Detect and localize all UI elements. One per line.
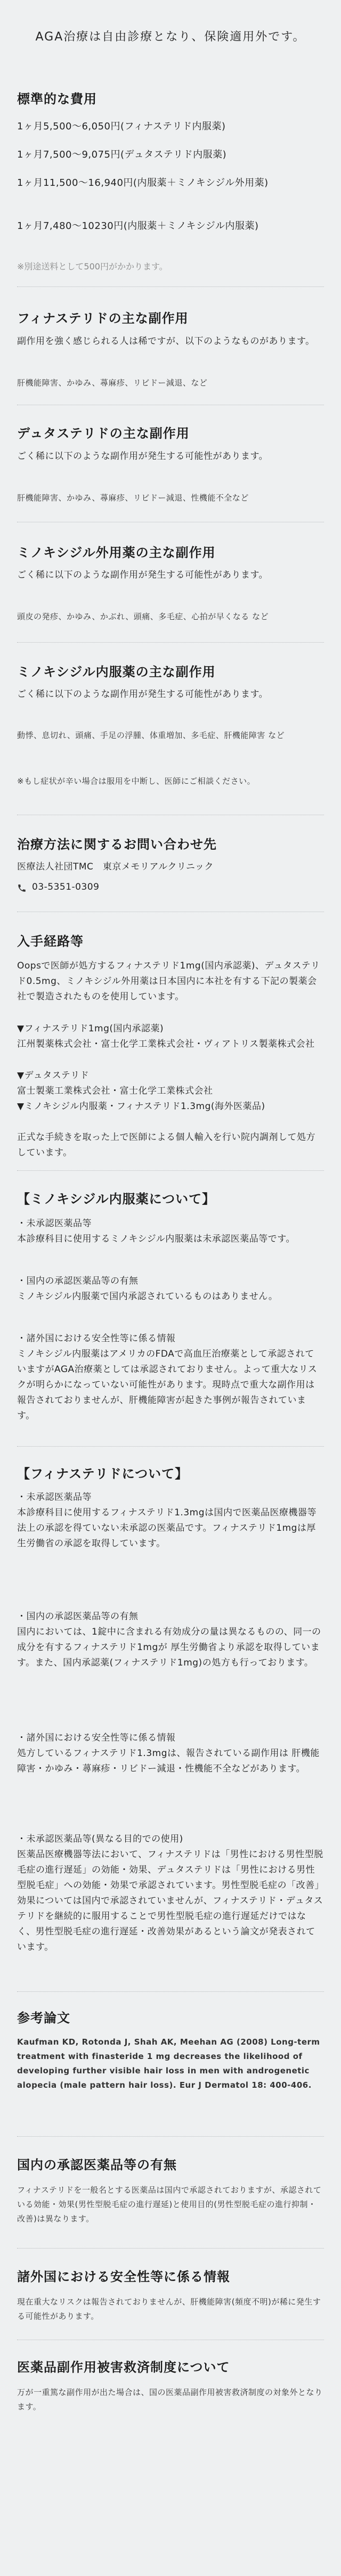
intro-text: AGA治療は自由診療となり、保険適用外です。 [35, 30, 306, 44]
finasteride-side-effects-body: 副作用を強く感じられる人は稀ですが、以下のようなものがあります。 [17, 336, 315, 347]
finasteride-makers: 江州製薬株式会社・富士化学工業株式会社・ヴィアトリス製薬株式会社 [17, 1039, 315, 1049]
off-label-heading: ・未承認医薬品等(異なる目的での使用) [17, 1834, 183, 1844]
minoxidil-oral-source-heading: ▼ミノキシジル内服薬・フィナステリド1.3mg(海外医薬品) [17, 1101, 265, 1112]
divider [17, 2136, 324, 2137]
minoxidil-topical-side-effects-list: 頭皮の発疹、かゆみ、かぶれ、頭痛、多毛症、心拍が早くなる など [17, 612, 269, 621]
minoxidil-oral-source-body: 正式な手続きを取った上で医師による個人輸入を行い院内調剤して処方しています。 [17, 1132, 315, 1158]
foreign-safety-heading: 諸外国における安全性等に係る情報 [17, 2269, 230, 2284]
finasteride-section-heading: 【フィナステリドについて】 [17, 1466, 189, 1481]
divider [17, 1446, 324, 1447]
relief-system-heading: 医薬品副作用被害救済制度について [17, 2360, 230, 2375]
off-label-body: 医薬品医療機器等法において、フィナステリドは「男性における男性型脱毛症の進行遅延」の効能・効果、デュタステリドは「男性における男性型脱毛症」への効能・効果で承認されています。男性型脱毛症の「改善」効果については国内で承認されていませんが、フィナステリド・デュタステリドを継続的に服用することで男性型脱毛症の進行遅延だけではなく、男性型脱毛症の進行遅延・改善効果があるという論文が発表されています。 [17, 1849, 323, 1952]
fee-line: 1ヶ月5,500〜6,050円(フィナステリド内服薬) [17, 121, 226, 132]
contact-heading: 治療方法に関するお問い合わせ先 [17, 837, 217, 852]
clinic-name: 医療法人社団TMC 東京メモリアルクリニック [17, 862, 214, 872]
domestic-approval-heading: 国内の承認医薬品等の有無 [17, 2157, 177, 2172]
minoxidil-topical-side-effects-heading: ミノキシジル外用薬の主な副作用 [17, 545, 216, 560]
sourcing-body: Oopsで医師が処方するフィナステリド1mg(国内承認薬)、デュタステリド0.5mg、ミノキシジル外用薬は日本国内に本社を有する下記の製薬会社で製造されたものを使用しています。 [17, 961, 320, 1002]
domestic-approval-body: フィナステリドを一般名とする医薬品は国内で承認されておりますが、承認されている効能・効果(男性型脱毛症の進行遅延)と使用目的(男性型脱毛症の進行抑制・改善)は異なります。 [17, 2185, 322, 2224]
divider [17, 2248, 324, 2249]
dutasteride-side-effects-body: ごく稀に以下のような副作用が発生する可能性があります。 [17, 451, 269, 462]
unapproved-heading: ・未承認医薬品等 [17, 1218, 92, 1229]
dutasteride-makers: 富士製薬工業株式会社・富士化学工業株式会社 [17, 1086, 213, 1096]
fee-line: 1ヶ月11,500〜16,940円(内服薬＋ミノキシジル外用薬) [17, 177, 269, 188]
minoxidil-topical-side-effects-body: ごく稀に以下のような副作用が発生する可能性があります。 [17, 570, 269, 580]
phone-number[interactable]: 03-5351-0309 [32, 882, 100, 892]
divider [17, 286, 324, 287]
fee-line: 1ヶ月7,480〜10230円(内服薬＋ミノキシジル内服薬) [17, 220, 259, 232]
foreign-safety-body: 処方しているフィナステリド1.3mgは、報告されている副作用は 肝機能障害・かゆみ・蕁麻疹・リビドー減退・性機能不全などがあります。 [17, 1748, 320, 1774]
unapproved-body: 本診療科目に使用するフィナステリド1.3mgは国内で医薬品医療機器等法上の承認を得ていない未承認の医薬品です。フィナステリド1mgは厚生労働省の承認を取得しています。 [17, 1507, 317, 1549]
reference-citation: Kaufman KD, Rotonda J, Shah AK, Meehan AG (2008) Long-term treatment with finasteride 1 mg decreases the likelihood of developing further visible hair loss in men with androgenetic alopecia (male pattern hair loss). Eur J Dermatol 18: 400-406. [17, 2037, 320, 2090]
foreign-safety-heading: ・諸外国における安全性等に係る情報 [17, 1733, 176, 1743]
shipping-note: ※別途送料として500円がかかります。 [17, 261, 168, 272]
references-heading: 参考論文 [17, 2011, 70, 2025]
unapproved-body: 本診療科目に使用するミノキシジル内服薬は未承認医薬品等です。 [17, 1234, 295, 1244]
finasteride-side-effects-list: 肝機能障害、かゆみ、蕁麻疹、リビドー減退、など [17, 378, 208, 388]
foreign-safety-heading: ・諸外国における安全性等に係る情報 [17, 1333, 176, 1344]
dutasteride-side-effects-heading: デュタステリドの主な副作用 [17, 426, 190, 441]
unapproved-heading: ・未承認医薬品等 [17, 1492, 92, 1503]
dutasteride-side-effects-list: 肝機能障害、かゆみ、蕁麻疹、リビドー減退、性機能不全など [17, 493, 249, 503]
dutasteride-source-heading: ▼デュタステリド [17, 1070, 90, 1081]
minoxidil-oral-side-effects-list: 動悸、息切れ、頭痛、手足の浮腫、体重増加、多毛症、肝機能障害 など [17, 731, 285, 740]
foreign-safety-body: ミノキシジル内服薬はアメリカのFDAで高血圧治療薬として承認されていますがAGA治療薬としては承認されておりません。よって重大なリスクが明らかになっていない可能性があります。現時点で重大な副作用は報告されておりませんが、肝機能障害が起きた事例が報告されています。 [17, 1349, 318, 1421]
domestic-approval-body: ミノキシジル内服薬で国内承認されているものはありません。 [17, 1291, 278, 1302]
domestic-approval-heading: ・国内の承認医薬品等の有無 [17, 1276, 139, 1286]
foreign-safety-body: 現在重大なリスクは報告されておりませんが、肝機能障害(頻度不明)が稀に発生する可能性があります。 [17, 2297, 321, 2321]
finasteride-side-effects-heading: フィナステリドの主な副作用 [17, 311, 189, 326]
divider [17, 642, 324, 643]
fees-heading: 標準的な費用 [17, 92, 97, 106]
minoxidil-oral-side-effects-heading: ミノキシジル内服薬の主な副作用 [17, 664, 216, 679]
sourcing-heading: 入手経路等 [17, 934, 84, 949]
finasteride-source-heading: ▼フィナステリド1mg(国内承認薬) [17, 1023, 164, 1034]
divider [17, 1991, 324, 1992]
consult-doctor-note: ※もし症状が辛い場合は服用を中断し、医師にご相談ください。 [17, 776, 256, 786]
relief-system-body: 万が一重篤な副作用が出た場合は、国の医薬品副作用被害救済制度の対象外となります。 [17, 2388, 323, 2411]
domestic-approval-body: 国内においては、1錠中に含まれる有効成分の量は異なるものの、同一の成分を有するフィナステリド1mgが 厚生労働省より承認を取得しています。また、国内承認薬(フィナステリド1mg)の処方も行っております。 [17, 1627, 321, 1668]
minoxidil-oral-side-effects-body: ごく稀に以下のような副作用が発生する可能性があります。 [17, 689, 269, 700]
fee-line: 1ヶ月7,500〜9,075円(デュタステリド内服薬) [17, 149, 227, 160]
contact-phone-row [17, 880, 323, 895]
phone-icon [17, 883, 27, 892]
domestic-approval-heading: ・国内の承認医薬品等の有無 [17, 1611, 139, 1622]
minoxidil-oral-section-heading: 【ミノキシジル内服薬について】 [17, 1192, 216, 1207]
divider [17, 1170, 324, 1171]
